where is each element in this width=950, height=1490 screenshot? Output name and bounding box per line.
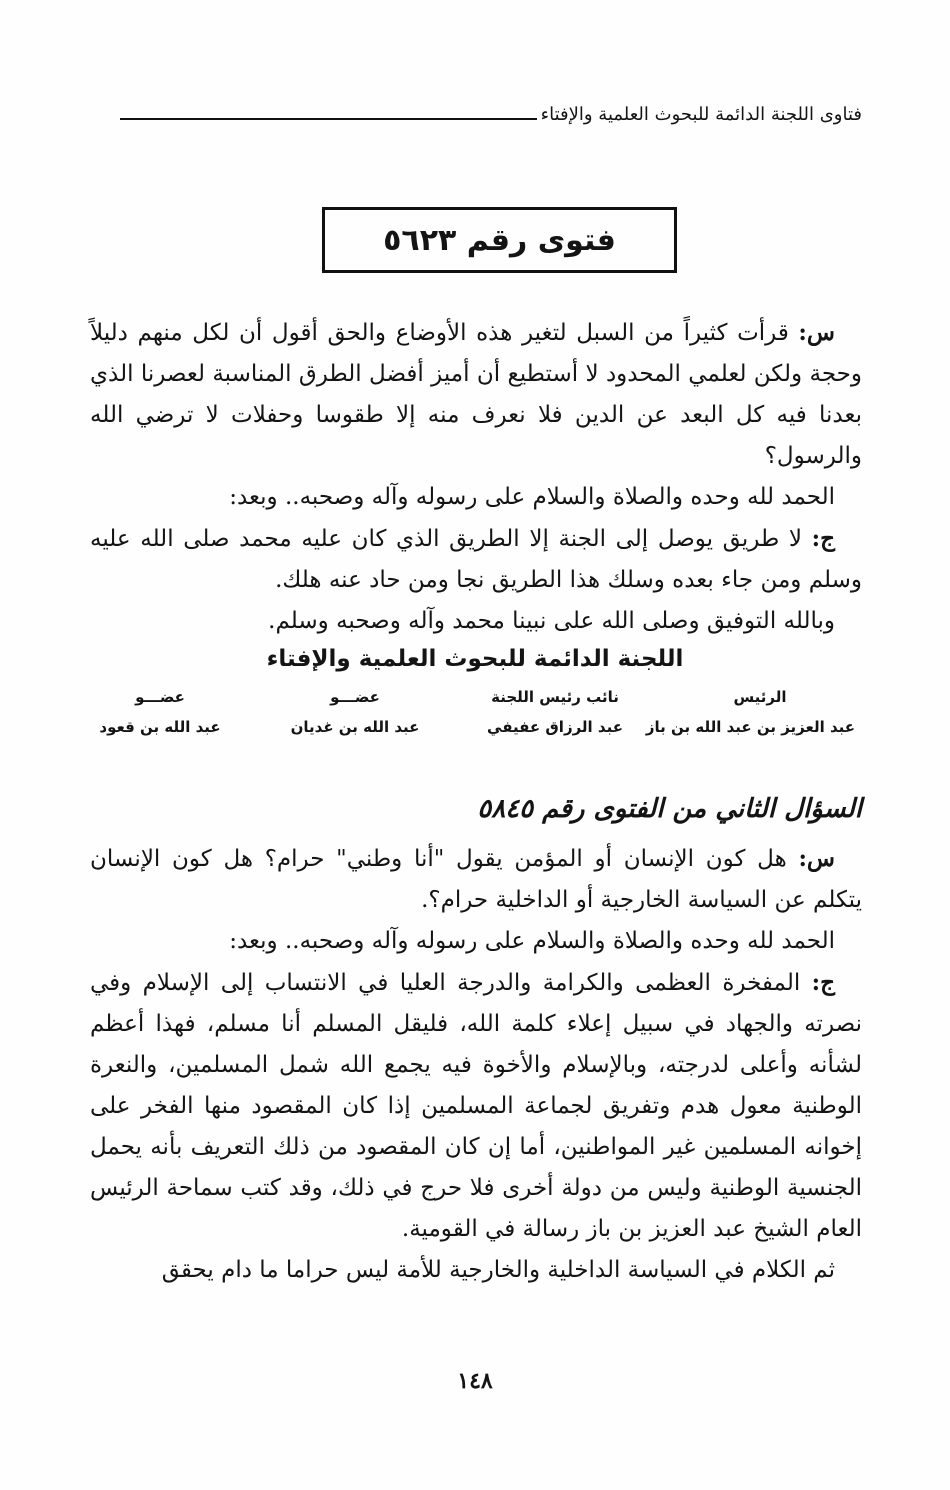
praise-paragraph: الحمد لله وحده والصلاة والسلام على رسوله وآله وصحبه.. وبعد: [229,484,835,510]
signature-name: عبد العزيز بن عبد الله بن باز [645,718,855,736]
signature-name: عبد الله بن غديان [290,718,420,736]
fatwa-title: فتوى رقم ٥٦٢٣ [383,222,616,258]
continuation-paragraph: ثم الكلام في السياسة الداخلية والخارجية للأمة ليس حراما ما دام يحقق [161,1257,835,1283]
signature-president [645,688,855,736]
question-text: هل كون الإنسان أو المؤمن يقول "أنا وطني" حرام؟ هل كون الإنسان يتكلم عن السياسة الخارجية أو الداخلية حرام؟. [90,846,862,913]
praise-paragraph: الحمد لله وحده والصلاة والسلام على رسوله وآله وصحبه.. وبعد: [229,928,835,954]
signature-member [65,688,255,736]
signature-member [260,688,450,736]
header-rule [120,118,537,120]
running-header-title: فتاوى اللجنة الدائمة للبحوث العلمية والإفتاء [540,104,862,125]
signature-name: عبد الرزاق عفيفي [487,718,623,736]
signatures [85,688,855,748]
signature-role: نائب رئيس اللجنة [491,688,619,706]
signature-vice-president [460,688,650,736]
committee-name: اللجنة الدائمة للبحوث العلمية والإفتاء [266,646,684,672]
running-header [120,92,862,128]
answer-paragraph [90,962,862,1250]
signature-name: عبد الله بن قعود [99,718,221,736]
question-paragraph [90,838,862,921]
answer-paragraph [90,518,862,601]
question-lead: س: [798,845,836,872]
fatwa-title-box [322,207,677,273]
signature-role: الرئيس [733,688,787,706]
question-lead: س: [798,319,835,346]
question-paragraph [90,312,862,477]
answer-lead: ج: [811,525,835,552]
answer-text: المفخرة العظمى والكرامة والدرجة العليا في الانتساب إلى الإسلام وفي نصرته والجهاد في سبيل إعلاء كلمة الله، فليقل المسلم أنا مسلم، فهذا أعظم لشأنه وأعلى لدرجته، وبالإسلام والأخوة فيه يجمع الله شمل المسلمين، والنعرة الوطنية معول هدم وتفريق لجماعة المسلمين إذا كان المقصود منها الفخر على إخوانه المسلمين غير المواطنين، أما إن كان المقصود من ذلك التعريف بأنه يحمل الجنسية الوطنية وليس من دولة أخرى فلا حرج في ذلك، وقد كتب سماحة الرئيس العام الشيخ عبد العزيز بن باز رسالة في القومية. [90,970,862,1242]
answer-text: لا طريق يوصل إلى الجنة إلا الطريق الذي كان عليه محمد صلى الله عليه وسلم ومن جاء بعده وسلك هذا الطريق نجا ومن حاد عنه هلك. [90,526,862,593]
signature-role: عضـــو [330,688,380,706]
answer-lead: ج: [811,969,835,996]
page-number: ١٤٨ [457,1368,493,1394]
closing-paragraph: وبالله التوفيق وصلى الله على نبينا محمد وآله وصحبه وسلم. [268,608,835,634]
signature-role: عضـــو [135,688,185,706]
question-text: قرأت كثيراً من السبل لتغير هذه الأوضاع والحق أقول أن لكل منهم دليلاً وحجة ولكن لعلمي المحدود لا أستطيع أن أميز أفضل الطرق المناسبة لعصرنا الذي بعدنا فيه كل البعد عن الدين فلا نعرف منه إلا طقوسا وحفلات لا ترضي الله والرسول؟ [90,320,862,469]
first-fatwa [90,312,862,642]
second-fatwa [90,838,862,1291]
second-question-heading: السؤال الثاني من الفتوى رقم ٥٨٤٥ [477,794,862,824]
